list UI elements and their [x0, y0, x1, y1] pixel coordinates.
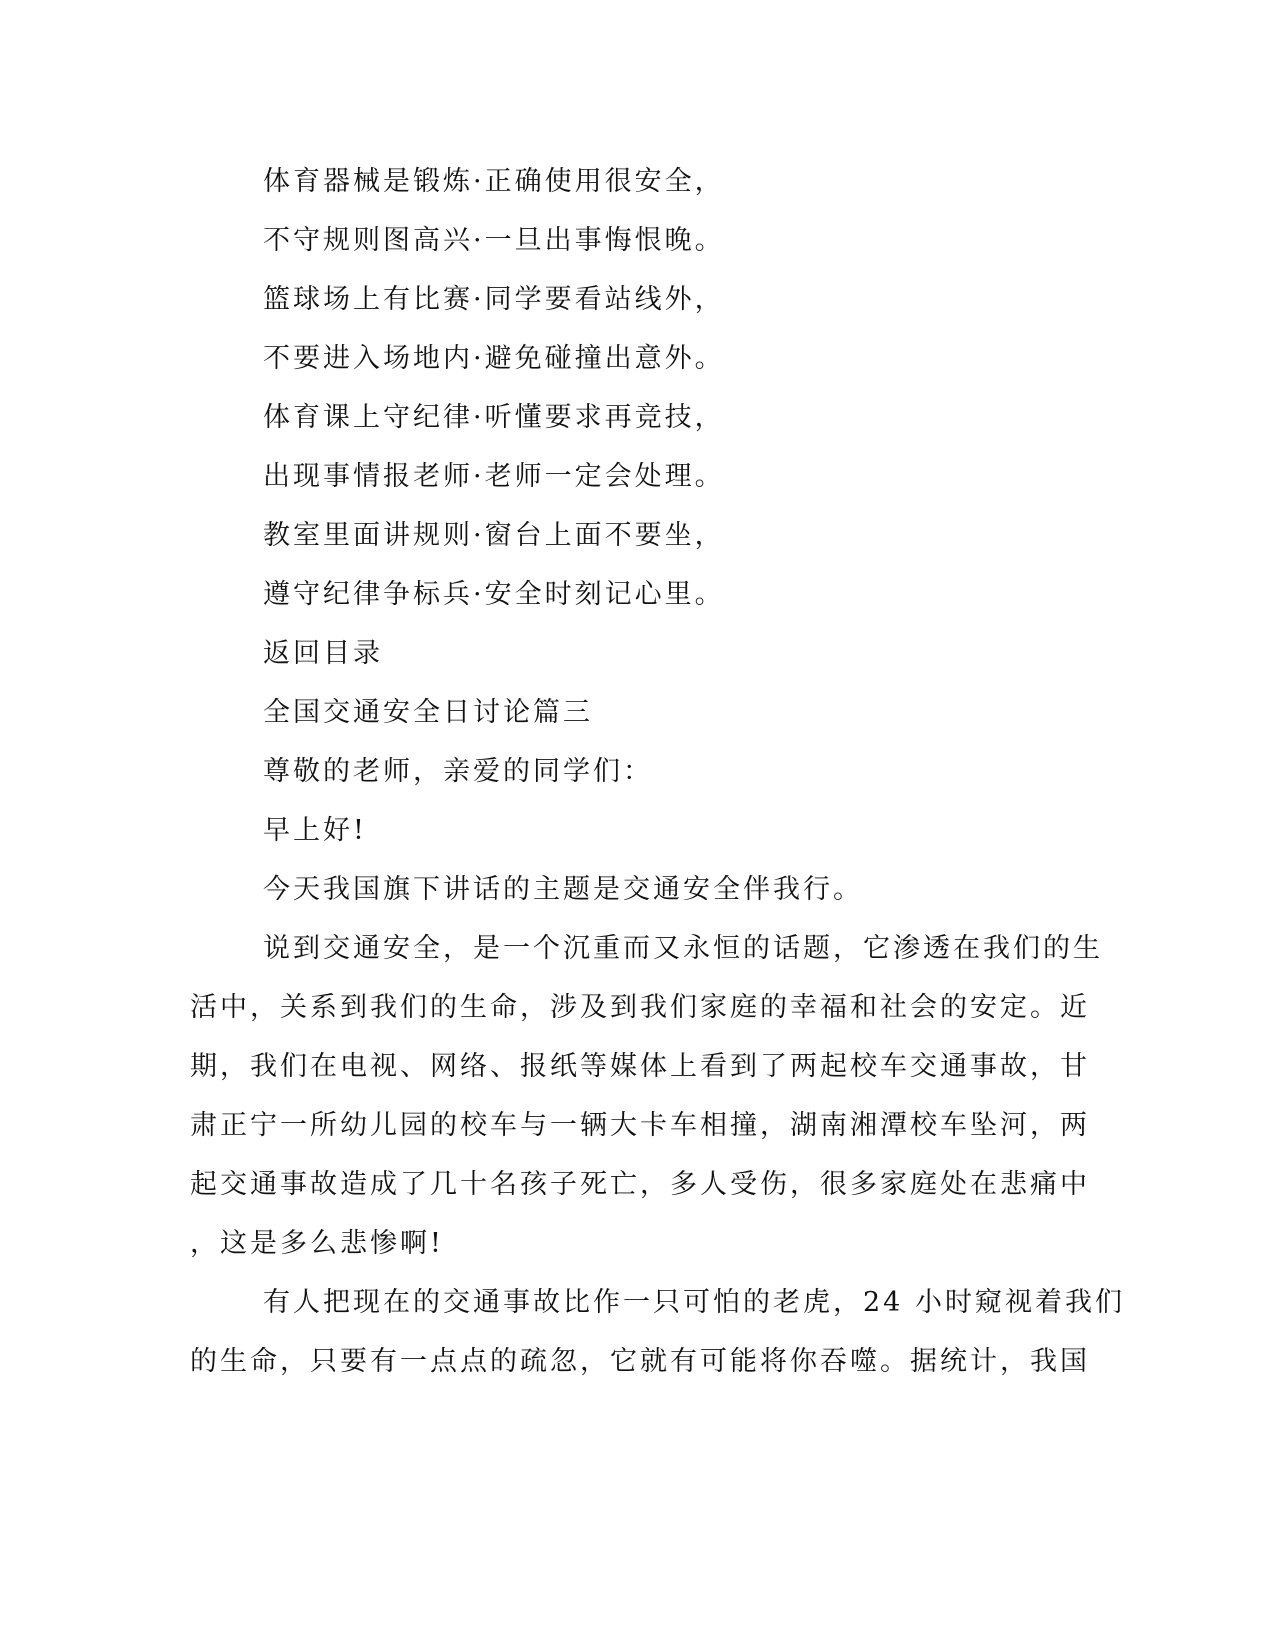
paragraph-line: ，这是多么悲惨啊! [190, 1228, 444, 1259]
paragraph-line: 说到交通安全，是一个沉重而又永恒的话题，它渗透在我们的生 [263, 933, 1103, 964]
back-to-contents-link[interactable]: 返回目录 [263, 638, 383, 669]
paragraph-line: 有人把现在的交通事故比作一只可怕的老虎，24 小时窥视着我们 [263, 1287, 1125, 1318]
salutation: 尊敬的老师，亲爱的同学们： [263, 756, 653, 787]
intro-sentence: 今天我国旗下讲话的主题是交通安全伴我行。 [263, 874, 863, 905]
poem-line: 教室里面讲规则·窗台上面不要坐， [263, 520, 725, 551]
poem-line: 篮球场上有比赛·同学要看站线外， [263, 284, 725, 315]
poem-line: 不要进入场地内·避免碰撞出意外。 [263, 343, 725, 374]
poem-line: 体育器械是锻炼·正确使用很安全， [263, 166, 725, 197]
poem-line: 遵守纪律争标兵·安全时刻记心里。 [263, 579, 725, 610]
paragraph-line: 活中，关系到我们的生命，涉及到我们家庭的幸福和社会的安定。近 [190, 992, 1090, 1023]
poem-line: 不守规则图高兴·一旦出事悔恨晚。 [263, 225, 725, 256]
poem-line: 体育课上守纪律·听懂要求再竞技， [263, 402, 725, 433]
paragraph-line: 期，我们在电视、网络、报纸等媒体上看到了两起校车交通事故，甘 [190, 1051, 1090, 1082]
paragraph-line: 起交通事故造成了几十名孩子死亡，多人受伤，很多家庭处在悲痛中 [190, 1169, 1090, 1200]
greeting: 早上好! [263, 815, 367, 846]
paragraph-line: 肃正宁一所幼儿园的校车与一辆大卡车相撞，湖南湘潭校车坠河，两 [190, 1110, 1090, 1141]
paragraph-line: 的生命，只要有一点点的疏忽，它就有可能将你吞噬。据统计，我国 [190, 1346, 1090, 1377]
poem-line: 出现事情报老师·老师一定会处理。 [263, 461, 725, 492]
section-title: 全国交通安全日讨论篇三 [263, 697, 593, 728]
